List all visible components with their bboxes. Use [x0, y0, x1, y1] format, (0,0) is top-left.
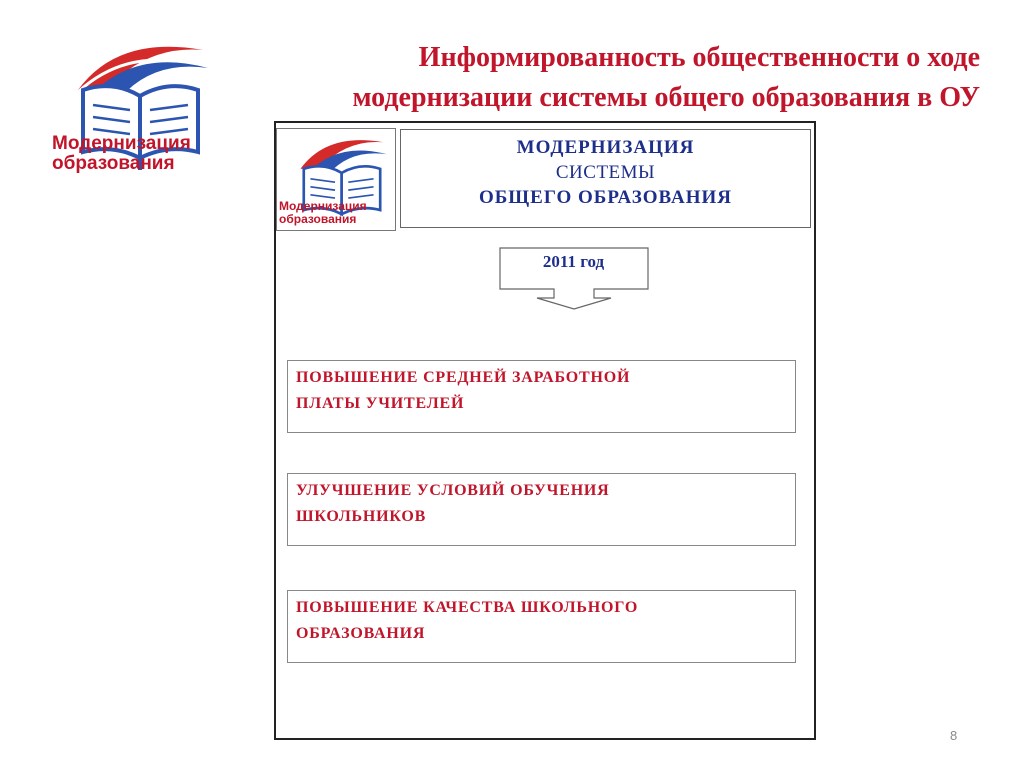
goal-item-conditions: [287, 473, 796, 546]
logo-text-line-1: Модернизация: [52, 133, 191, 154]
small-logo-text: [279, 200, 367, 226]
slide-title-line-1: Информированность общественности о ходе: [418, 42, 980, 73]
header-line-3: ОБЩЕГО ОБРАЗОВАНИЯ: [478, 187, 733, 208]
logo-text: [52, 134, 191, 174]
small-logo-box: [276, 128, 396, 231]
logo-text-line-2: образования: [52, 153, 175, 174]
header-line-1: МОДЕРНИЗАЦИЯ: [516, 137, 695, 158]
goal-item-salary-line-2: ПЛАТЫ УЧИТЕЛЕЙ: [296, 395, 465, 412]
page-number: 8: [950, 728, 958, 743]
goal-item-conditions-line-2: ШКОЛЬНИКОВ: [296, 508, 427, 525]
year-label: 2011 год: [542, 252, 605, 271]
header-line-2: СИСТЕМЫ: [555, 162, 656, 183]
modernization-logo: [48, 30, 218, 185]
goal-item-quality: [287, 590, 796, 663]
slide-title-line-2: модернизации системы общего образования в ОУ: [352, 82, 980, 113]
goal-item-conditions-line-1: УЛУЧШЕНИЕ УСЛОВИЙ ОБУЧЕНИЯ: [296, 482, 610, 499]
slide-title: [210, 38, 980, 118]
modernization-header-box: [400, 129, 811, 228]
small-logo-text-line-2: образования: [279, 212, 357, 226]
goal-item-quality-line-1: ПОВЫШЕНИЕ КАЧЕСТВА ШКОЛЬНОГО: [296, 599, 639, 616]
small-logo-text-line-1: Модернизация: [279, 199, 367, 213]
goal-item-salary: [287, 360, 796, 433]
goal-item-quality-line-2: ОБРАЗОВАНИЯ: [296, 625, 426, 642]
goal-item-salary-line-1: ПОВЫШЕНИЕ СРЕДНЕЙ ЗАРАБОТНОЙ: [296, 369, 631, 386]
